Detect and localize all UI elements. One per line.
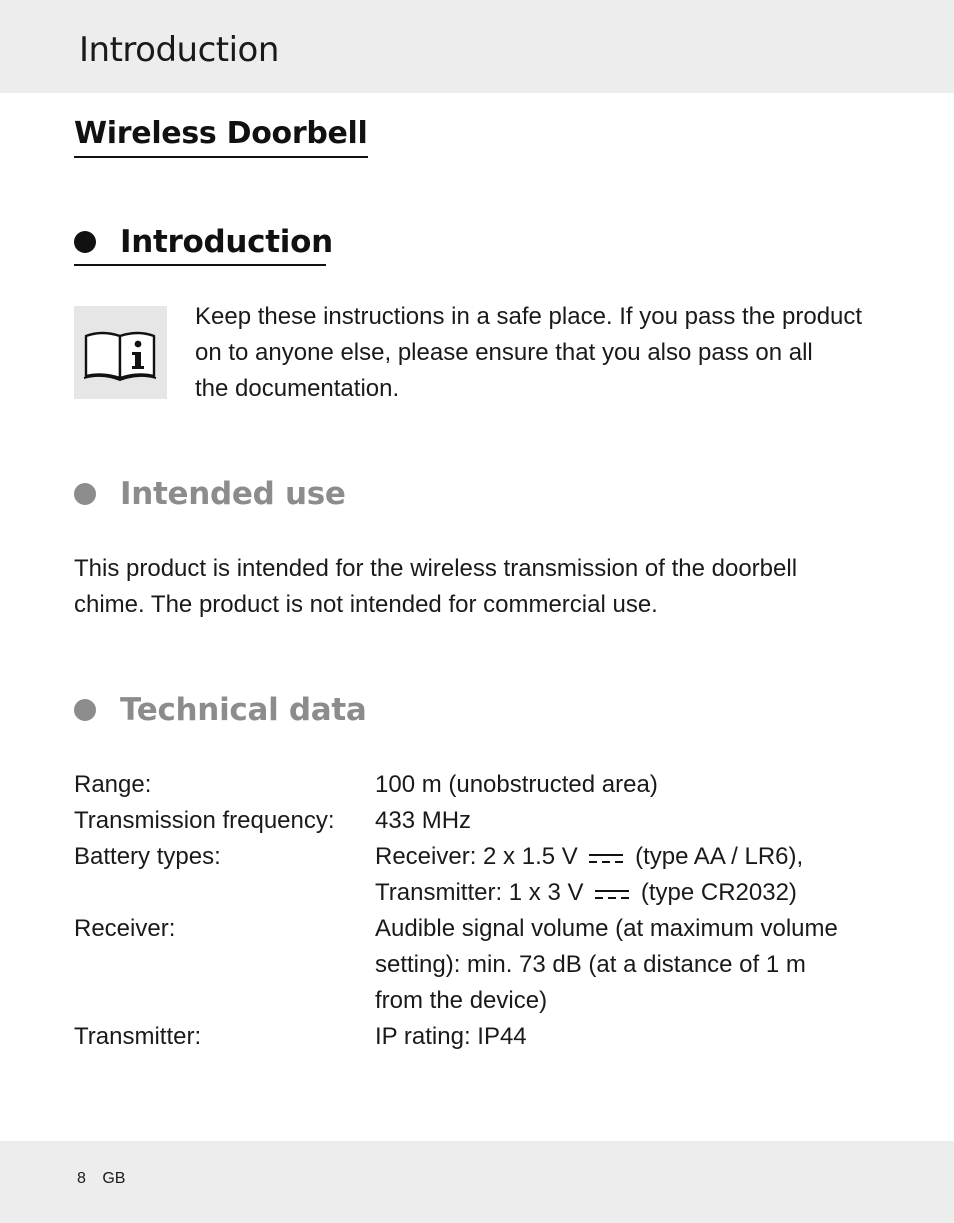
- paragraph-line: Keep these instructions in a safe place. If you pass the product: [195, 303, 863, 330]
- spec-label-receiver: Receiver:: [74, 915, 176, 942]
- introduction-paragraph: [195, 299, 895, 407]
- spec-value-receiver-line: from the device): [375, 987, 548, 1014]
- dc-current-icon: [588, 851, 624, 865]
- document-title: Wireless Doorbell: [74, 114, 368, 158]
- spec-value-frequency: 433 MHz: [375, 807, 472, 834]
- battery-receiver-text: Receiver: 2 x 1.5 V: [375, 843, 578, 870]
- battery-receiver-type: (type AA / LR6),: [635, 843, 804, 870]
- paragraph-line: This product is intended for the wireless transmission of the doorbell: [74, 555, 798, 582]
- page-header-title: Introduction: [79, 30, 279, 70]
- dc-current-icon: [594, 887, 630, 901]
- page-number: 8: [77, 1170, 86, 1187]
- spec-label-transmitter: Transmitter:: [74, 1023, 202, 1050]
- spec-label-frequency: Transmission frequency:: [74, 807, 335, 834]
- section-title-intended-use: Intended use: [120, 476, 346, 512]
- spec-value-battery-transmitter: [375, 875, 797, 911]
- book-info-icon: [74, 306, 167, 399]
- page-header: [0, 0, 954, 93]
- battery-transmitter-text: Transmitter: 1 x 3 V: [375, 879, 584, 906]
- section-heading-technical-data: [74, 690, 367, 730]
- bullet-icon: [74, 699, 96, 721]
- page-footer: [0, 1141, 954, 1223]
- spec-value-receiver-line: setting): min. 73 dB (at a distance of 1 m: [375, 951, 806, 978]
- spec-value-transmitter: IP rating: IP44: [375, 1023, 527, 1050]
- section-heading-introduction: [74, 222, 333, 262]
- battery-transmitter-type: (type CR2032): [640, 879, 797, 906]
- section-underline: [74, 264, 326, 266]
- spec-label-battery: Battery types:: [74, 843, 221, 870]
- intended-use-paragraph: [74, 551, 874, 623]
- section-title-introduction: Introduction: [120, 224, 333, 260]
- section-heading-intended-use: [74, 474, 346, 514]
- spec-label-range: Range:: [74, 771, 152, 798]
- spec-value-range: 100 m (unobstructed area): [375, 771, 658, 798]
- spec-value-receiver-line: Audible signal volume (at maximum volume: [375, 915, 838, 942]
- language-code: GB: [102, 1170, 126, 1187]
- paragraph-line: the documentation.: [195, 375, 400, 402]
- bullet-icon: [74, 483, 96, 505]
- paragraph-line: on to anyone else, please ensure that you also pass on all: [195, 339, 813, 366]
- footer-info: [77, 1170, 137, 1188]
- spec-value-battery-receiver: [375, 839, 803, 875]
- bullet-icon: [74, 231, 96, 253]
- paragraph-line: chime. The product is not intended for commercial use.: [74, 591, 658, 618]
- section-title-technical-data: Technical data: [120, 692, 367, 728]
